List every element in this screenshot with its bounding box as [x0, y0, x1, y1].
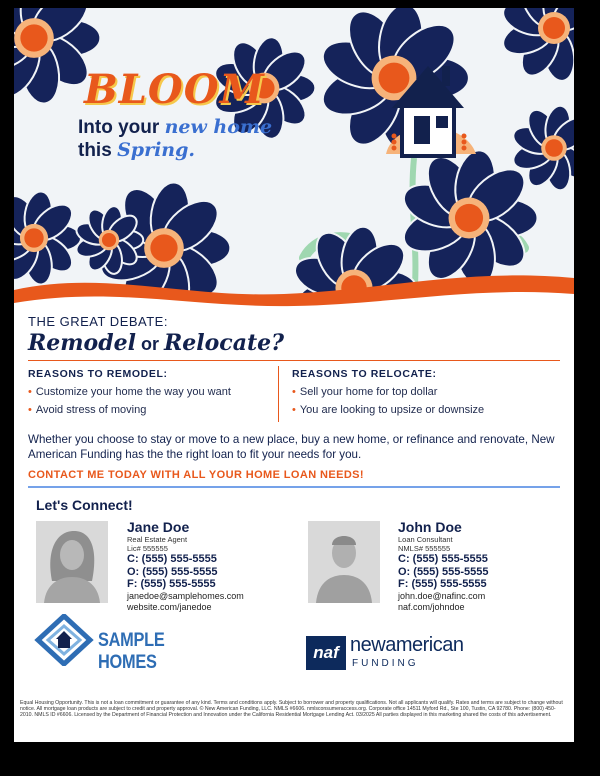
remodel-heading: REASONS TO REMODEL: — [28, 368, 168, 380]
loan-officer-card — [398, 519, 568, 613]
divider — [28, 360, 560, 361]
hero-title: BLOOM — [84, 66, 265, 113]
naf-mark: naf — [306, 636, 346, 670]
column-divider — [278, 366, 279, 422]
agent-website[interactable]: website.com/janedoe — [127, 601, 212, 612]
tagline-text: this — [78, 140, 118, 161]
tagline-emphasis: new home — [164, 116, 273, 138]
agent-fax: F: (555) 555-5555 — [127, 578, 216, 590]
headline-or: or — [135, 334, 164, 354]
agent-name: Jane Doe — [127, 519, 190, 535]
remodel-item: • Avoid stress of moving — [28, 404, 146, 416]
body-paragraph: Whether you choose to stay or move to a new place, buy a new home, or refinance and renovate, New American Funding has the the right loan to fit your needs for you. — [28, 433, 555, 461]
relocate-heading: REASONS TO RELOCATE: — [292, 368, 437, 380]
divider — [28, 486, 560, 488]
headline-remodel: Remodel — [28, 330, 136, 356]
loan-officer-name: John Doe — [398, 519, 462, 535]
agent-office: O: (555) 555-5555 — [127, 565, 218, 578]
naf-wordmark: newamerican — [350, 634, 464, 656]
loan-officer-avatar — [308, 521, 380, 603]
loan-officer-website[interactable]: naf.com/johndoe — [398, 601, 465, 612]
relocate-item: • You are looking to upsize or downsize — [292, 404, 484, 416]
loan-officer-office: O: (555) 555-5555 — [398, 565, 489, 578]
agent-email[interactable]: janedoe@samplehomes.com — [127, 590, 244, 601]
sample-homes-wordmark: SAMPLE HOMES — [98, 630, 165, 673]
agent-avatar — [36, 521, 108, 603]
loan-officer-cell: C: (555) 555-5555 — [398, 553, 488, 565]
flyer-page — [14, 8, 574, 742]
loan-officer-email[interactable]: john.doe@nafinc.com — [398, 590, 486, 601]
relocate-item: • Sell your home for top dollar — [292, 386, 437, 398]
agent-license: Lic# 555555 — [127, 544, 168, 553]
naf-logo — [306, 634, 506, 674]
disclaimer: Equal Housing Opportunity. This is not a loan commitment or guarantee of any kind. Terms and conditions apply. Subject to borrower and property qualifications. Not all applicants will qualify. Rates and terms are subject to change without notice. All mortgage loan products are subject to credit and property approval. © New American Funding, LLC. NMLS #6606. nmlsconsumeraccess.org. Corporate office 14511 Myford Rd., Ste 100, Tustin, CA 92780. Phone: (800) 450-2010. NMLS ID #6606. Licensed by the Department of Financial Protection and Innovation under the California Residential Mortgage Lending Act. 03/2025 All parties displayed in this marketing shared the costs of this advertisement. — [20, 700, 563, 719]
tagline-emphasis: Spring. — [117, 139, 196, 161]
connect-heading: Let's Connect! — [36, 497, 133, 513]
agent-cell: C: (555) 555-5555 — [127, 553, 217, 565]
agent-card — [127, 519, 297, 613]
headline-relocate: Relocate? — [164, 330, 285, 356]
debate-headline — [28, 330, 284, 356]
loan-officer-role: Loan Consultant — [398, 535, 453, 544]
naf-subtitle: FUNDING — [352, 658, 419, 669]
call-to-action: CONTACT ME TODAY WITH ALL YOUR HOME LOAN NEEDS! — [28, 469, 364, 481]
sample-homes-logo — [34, 614, 234, 673]
tagline-text: Into your — [78, 117, 165, 138]
loan-officer-fax: F: (555) 555-5555 — [398, 578, 487, 590]
loan-officer-license: NMLS# 555555 — [398, 544, 451, 553]
agent-role: Real Estate Agent — [127, 535, 188, 544]
debate-kicker: THE GREAT DEBATE: — [28, 314, 168, 329]
remodel-item: • Customize your home the way you want — [28, 386, 231, 398]
hero-illustration — [14, 8, 574, 310]
hero-tagline — [78, 116, 272, 162]
